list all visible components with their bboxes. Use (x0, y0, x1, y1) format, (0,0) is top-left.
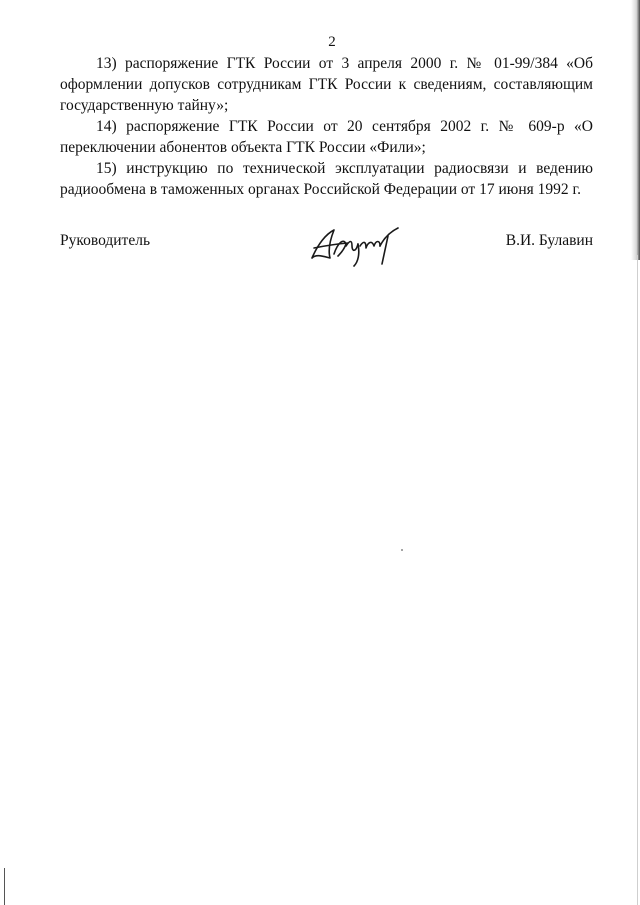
signer-role: Руководитель (60, 232, 151, 249)
handwritten-signature (308, 224, 408, 273)
signature-drawing (308, 224, 408, 268)
signature-block (60, 232, 593, 272)
signer-name: В.И. Булавин (505, 232, 593, 249)
list-item: 15) инструкцию по технической эксплуатации радиосвязи и ведению радиообмена в таможенных органах Российской Федерации от 17 июня 1992 г. (60, 160, 593, 198)
document-body (60, 53, 593, 200)
scan-edge-line (637, 255, 638, 905)
scan-edge-mark (4, 868, 5, 905)
page-number: 2 (328, 34, 336, 50)
list-item: 13) распоряжение ГТК России от 3 апреля 2000 г. № 01-99/384 «Об оформлении допусков сотрудникам ГТК России к сведениям, составляющим государственную тайну»; (60, 55, 593, 114)
scan-speck (401, 549, 403, 551)
list-item: 14) распоряжение ГТК России от 20 сентября 2002 г. № 609-р «О переключении абонентов объекта ГТК России «Фили»; (60, 118, 593, 156)
